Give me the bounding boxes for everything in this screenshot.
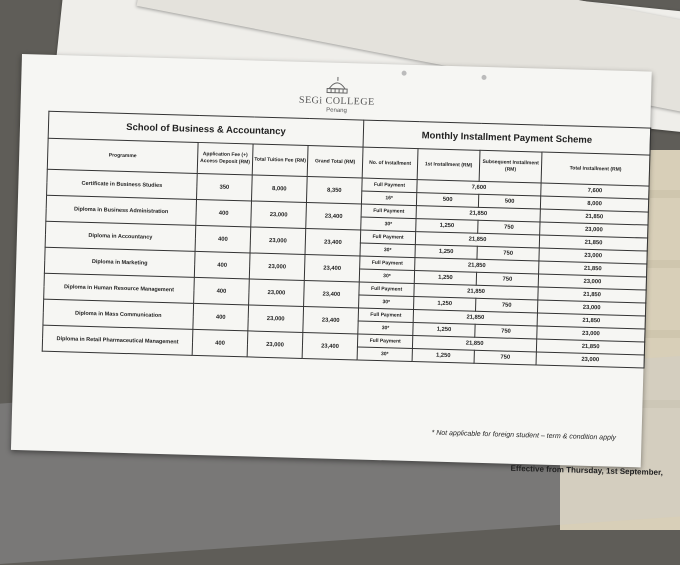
col-total-installment: Total Installment (RM) xyxy=(541,152,650,186)
footnote: * Not applicable for foreign student – term & condition apply xyxy=(431,430,616,442)
application-fee: 400 xyxy=(196,199,252,227)
subsequent-installment: 750 xyxy=(475,324,537,339)
installment-count: 30* xyxy=(361,217,416,232)
college-logo xyxy=(276,75,397,115)
installment-count: 30* xyxy=(360,243,415,258)
col-no-installment: No. of Installment xyxy=(362,147,418,180)
installment-count: 16* xyxy=(361,191,416,206)
first-installment: 1,250 xyxy=(416,219,478,234)
full-payment-label: Full Payment xyxy=(362,178,417,193)
full-payment-label: Full Payment xyxy=(358,308,413,323)
effective-date: Effective from Thursday, 1st September, xyxy=(510,464,663,477)
installment-total: 23,000 xyxy=(540,222,648,238)
installment-total: 23,000 xyxy=(536,352,644,368)
first-installment: 1,250 xyxy=(414,297,476,312)
full-payment-amount: 21,850 xyxy=(414,284,538,300)
installment-count: 30* xyxy=(359,295,414,310)
full-payment-amount: 7,600 xyxy=(417,180,541,196)
tuition-fee: 8,000 xyxy=(251,175,307,203)
full-payment-amount: 21,850 xyxy=(416,206,540,222)
tuition-fee: 23,000 xyxy=(247,331,303,359)
full-payment-total: 21,850 xyxy=(540,209,648,225)
school-title: School of Business & Accountancy xyxy=(48,111,364,147)
first-installment: 1,250 xyxy=(412,349,474,364)
tuition-fee: 23,000 xyxy=(249,279,305,307)
installment-total: 23,000 xyxy=(537,326,645,342)
full-payment-label: Full Payment xyxy=(360,230,415,245)
full-payment-total: 21,850 xyxy=(537,313,645,329)
full-payment-amount: 21,850 xyxy=(412,336,536,352)
full-payment-label: Full Payment xyxy=(359,282,414,297)
application-fee: 400 xyxy=(194,251,250,279)
programme-name: Diploma in Mass Communication xyxy=(43,299,194,329)
full-payment-amount: 21,850 xyxy=(413,310,537,326)
programme-name: Diploma in Business Administration xyxy=(46,195,197,225)
col-tuition-fee: Total Tuition Fee (RM) xyxy=(252,144,308,177)
installment-count: 30* xyxy=(359,269,414,284)
col-programme: Programme xyxy=(47,138,198,173)
tuition-fee: 23,000 xyxy=(251,201,307,229)
first-installment: 1,250 xyxy=(414,271,476,286)
grand-total: 23,400 xyxy=(304,254,360,282)
full-payment-total: 7,600 xyxy=(541,183,649,199)
grand-total: 23,400 xyxy=(304,280,360,308)
subsequent-installment: 750 xyxy=(478,220,540,235)
grand-total: 23,400 xyxy=(305,228,361,256)
subsequent-installment: 750 xyxy=(476,272,538,287)
full-payment-label: Full Payment xyxy=(357,334,412,349)
col-grand-total: Grand Total (RM) xyxy=(307,146,363,179)
col-subsequent-installment: Subsequent Installment (RM) xyxy=(479,150,542,183)
subsequent-installment: 750 xyxy=(477,246,539,261)
fee-schedule-sheet xyxy=(11,54,652,467)
grand-total: 23,400 xyxy=(303,306,359,334)
grand-total: 23,400 xyxy=(306,203,362,231)
full-payment-amount: 21,850 xyxy=(415,232,539,248)
col-first-installment: 1st Installment (RM) xyxy=(417,149,480,182)
installment-total: 23,000 xyxy=(539,248,647,264)
college-building-icon xyxy=(324,76,350,95)
programme-name: Diploma in Human Resource Management xyxy=(44,273,195,303)
scheme-title: Monthly Installment Payment Scheme xyxy=(363,120,651,155)
full-payment-total: 21,850 xyxy=(539,235,647,251)
first-installment: 1,250 xyxy=(413,323,475,338)
programme-name: Diploma in Marketing xyxy=(44,247,195,277)
full-payment-total: 21,850 xyxy=(536,339,644,355)
installment-total: 8,000 xyxy=(540,196,648,212)
application-fee: 400 xyxy=(192,329,248,357)
installment-count: 30* xyxy=(358,321,413,336)
installment-total: 23,000 xyxy=(538,274,646,290)
grand-total: 23,400 xyxy=(302,332,358,360)
col-application-fee: Application Fee (+) Access Deposit (RM) xyxy=(197,142,253,175)
application-fee: 400 xyxy=(193,303,249,331)
tuition-fee: 23,000 xyxy=(249,253,305,281)
subsequent-installment: 750 xyxy=(474,350,536,365)
first-installment: 500 xyxy=(416,193,478,208)
tuition-fee: 23,000 xyxy=(250,227,306,255)
application-fee: 400 xyxy=(194,277,250,305)
programme-name: Diploma in Accountancy xyxy=(45,221,196,251)
subsequent-installment: 500 xyxy=(478,194,540,209)
fee-table xyxy=(42,111,652,369)
application-fee: 350 xyxy=(197,173,253,201)
full-payment-total: 21,850 xyxy=(539,261,647,277)
application-fee: 400 xyxy=(195,225,251,253)
full-payment-label: Full Payment xyxy=(360,256,415,271)
college-name: SEGi COLLEGE xyxy=(277,94,397,108)
full-payment-total: 21,850 xyxy=(538,287,646,303)
full-payment-label: Full Payment xyxy=(361,204,416,219)
installment-total: 23,000 xyxy=(538,300,646,316)
tuition-fee: 23,000 xyxy=(248,305,304,333)
full-payment-amount: 21,850 xyxy=(415,258,539,274)
subsequent-installment: 750 xyxy=(476,298,538,313)
first-installment: 1,250 xyxy=(415,245,477,260)
installment-count: 30* xyxy=(357,347,412,362)
grand-total: 8,350 xyxy=(306,177,362,205)
programme-name: Certificate in Business Studies xyxy=(47,169,198,199)
college-location: Penang xyxy=(276,106,396,115)
programme-name: Diploma in Retail Pharmaceutical Management xyxy=(42,325,193,355)
